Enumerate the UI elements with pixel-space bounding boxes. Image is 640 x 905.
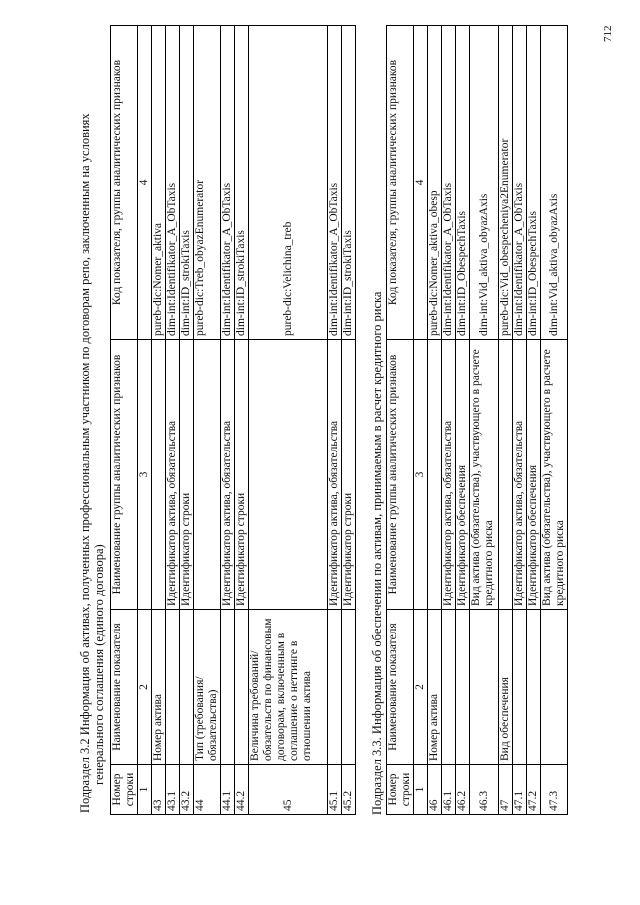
group-name [194, 340, 221, 610]
group-name: Идентификатор обеспечения [527, 340, 541, 610]
row-number: 43 [152, 765, 166, 815]
indicator-code: dim-int:Vid_aktiva_obyazAxis [541, 26, 568, 340]
rotated-page-content [70, 25, 630, 815]
group-name: Вид актива (обязательства), участвующего в расчете кредитного риска [470, 340, 499, 610]
table-header-row [111, 26, 138, 815]
row-number: 46.2 [456, 765, 470, 815]
group-name: Вид актива (обязательства), участвующего в расчете кредитного риска [541, 340, 568, 610]
indicator-name: Номер актива [152, 610, 166, 765]
column-number-row [138, 26, 152, 815]
header-indicator-name: Наименование показателя [111, 610, 138, 765]
group-name: Идентификатор актива, обязательства [442, 340, 456, 610]
row-number: 43.1 [166, 765, 180, 815]
table-row [180, 26, 194, 815]
group-name [499, 340, 513, 610]
indicator-code: dim-int:Identifikator_A_ObTaxis [442, 26, 456, 340]
section-3-2-title [78, 25, 106, 813]
group-name: Идентификатор актива, обязательства [166, 340, 180, 610]
row-number: 44.1 [221, 765, 235, 815]
header-code: Код показателя, группы аналитических признаков [387, 26, 414, 340]
indicator-name [328, 610, 342, 765]
indicator-name [456, 610, 470, 765]
table-row [152, 26, 166, 815]
row-number: 47.1 [513, 765, 527, 815]
section-3-2 [78, 25, 356, 815]
table-row [456, 26, 470, 815]
row-number: 45 [249, 765, 328, 815]
indicator-code: dim-int:Vid_aktiva_obyazAxis [470, 26, 499, 340]
table-row [499, 26, 513, 815]
table-row [166, 26, 180, 815]
table-row [428, 26, 442, 815]
group-name: Идентификатор актива, обязательства [513, 340, 527, 610]
table-row [342, 26, 356, 815]
row-number: 46 [428, 765, 442, 815]
table-row [221, 26, 235, 815]
column-number: 1 [138, 765, 152, 815]
indicator-code: dim-int:Identifikator_A_ObTaxis [221, 26, 235, 340]
column-number: 4 [414, 26, 428, 340]
indicator-name [180, 610, 194, 765]
group-name: Идентификатор строки [342, 340, 356, 610]
row-number: 46.3 [470, 765, 499, 815]
column-number: 4 [138, 26, 152, 340]
column-number: 1 [414, 765, 428, 815]
group-name: Идентификатор строки [235, 340, 249, 610]
section-3-2-title-line2: генерального соглашения (единого договора) [92, 544, 106, 785]
column-number: 3 [138, 340, 152, 610]
header-row-number: Номер строки [387, 765, 414, 815]
section-3-3-table [386, 25, 568, 815]
table-row [470, 26, 499, 815]
indicator-code: dim-int:Identifikator_A_ObTaxis [328, 26, 342, 340]
indicator-name [221, 610, 235, 765]
row-number: 47.3 [541, 765, 568, 815]
column-number-row [414, 26, 428, 815]
indicator-name: Величина требований/обязательств по финансовым договорам, включенным в соглашение о неттинге в отношении актива [249, 610, 328, 765]
row-number: 44 [194, 765, 221, 815]
page-number: 712 [602, 25, 614, 42]
header-indicator-name: Наименование показателя [387, 610, 414, 765]
section-3-3-title: Подраздел 3.3. Информация об обеспечении по активам, принимаемым в расчет кредитного риска [370, 291, 384, 815]
indicator-name [235, 610, 249, 765]
row-number: 47 [499, 765, 513, 815]
indicator-name [527, 610, 541, 765]
group-name: Идентификатор строки [180, 340, 194, 610]
column-number: 2 [138, 610, 152, 765]
section-3-2-title-line1: Подраздел 3.2 Информация об активах, полученных профессиональным участником по договорам репо, заключенным на условиях [78, 113, 92, 813]
header-row-number: Номер строки [111, 765, 138, 815]
section-3-2-table [110, 25, 356, 815]
row-number: 45.2 [342, 765, 356, 815]
column-number: 2 [414, 610, 428, 765]
indicator-name: Вид обеспечения [499, 610, 513, 765]
group-name [428, 340, 442, 610]
indicator-name: Номер актива [428, 610, 442, 765]
indicator-name [470, 610, 499, 765]
header-code: Код показателя, группы аналитических признаков [111, 26, 138, 340]
table-row [235, 26, 249, 815]
column-number: 3 [414, 340, 428, 610]
row-number: 44.2 [235, 765, 249, 815]
indicator-code: dim-int:ID_strokiTaxis [342, 26, 356, 340]
table-row [194, 26, 221, 815]
indicator-name [342, 610, 356, 765]
indicator-code: dim-int:ID_ObespechTaxis [527, 26, 541, 340]
indicator-code: dim-int:Identifikator_A_ObTaxis [166, 26, 180, 340]
indicator-name [541, 610, 568, 765]
row-number: 47.2 [527, 765, 541, 815]
table-row [249, 26, 328, 815]
table-header-row [387, 26, 414, 815]
header-group-name: Наименование группы аналитических признаков [111, 340, 138, 610]
row-number: 43.2 [180, 765, 194, 815]
group-name: Идентификатор актива, обязательства [328, 340, 342, 610]
indicator-code: dim-int:ID_ObespechTaxis [456, 26, 470, 340]
indicator-name [166, 610, 180, 765]
indicator-name: Тип (требования/обязательства) [194, 610, 221, 765]
table-row [527, 26, 541, 815]
row-number: 46.1 [442, 765, 456, 815]
indicator-code: pureb-dic:Velichina_treb [249, 26, 328, 340]
indicator-code: dim-int:ID_strokiTaxis [235, 26, 249, 340]
section-3-3 [370, 25, 568, 815]
indicator-code: dim-int:ID_strokiTaxis [180, 26, 194, 340]
indicator-code: dim-int:Identifikator_A_ObTaxis [513, 26, 527, 340]
table-row [328, 26, 342, 815]
indicator-name [513, 610, 527, 765]
header-group-name: Наименование группы аналитических признаков [387, 340, 414, 610]
table-row [541, 26, 568, 815]
indicator-name [442, 610, 456, 765]
group-name: Идентификатор актива, обязательства [221, 340, 235, 610]
indicator-code: pureb-dic:Treb_obyazEnumerator [194, 26, 221, 340]
table-row [513, 26, 527, 815]
group-name [152, 340, 166, 610]
indicator-code: pureb-dic:Vid_obespecheniya2Enumerator [499, 26, 513, 340]
indicator-code: pureb-dic:Nomer_aktiva_obesp [428, 26, 442, 340]
indicator-code: pureb-dic:Nomer_aktiva [152, 26, 166, 340]
group-name: Идентификатор обеспечения [456, 340, 470, 610]
group-name [249, 340, 328, 610]
row-number: 45.1 [328, 765, 342, 815]
table-row [442, 26, 456, 815]
